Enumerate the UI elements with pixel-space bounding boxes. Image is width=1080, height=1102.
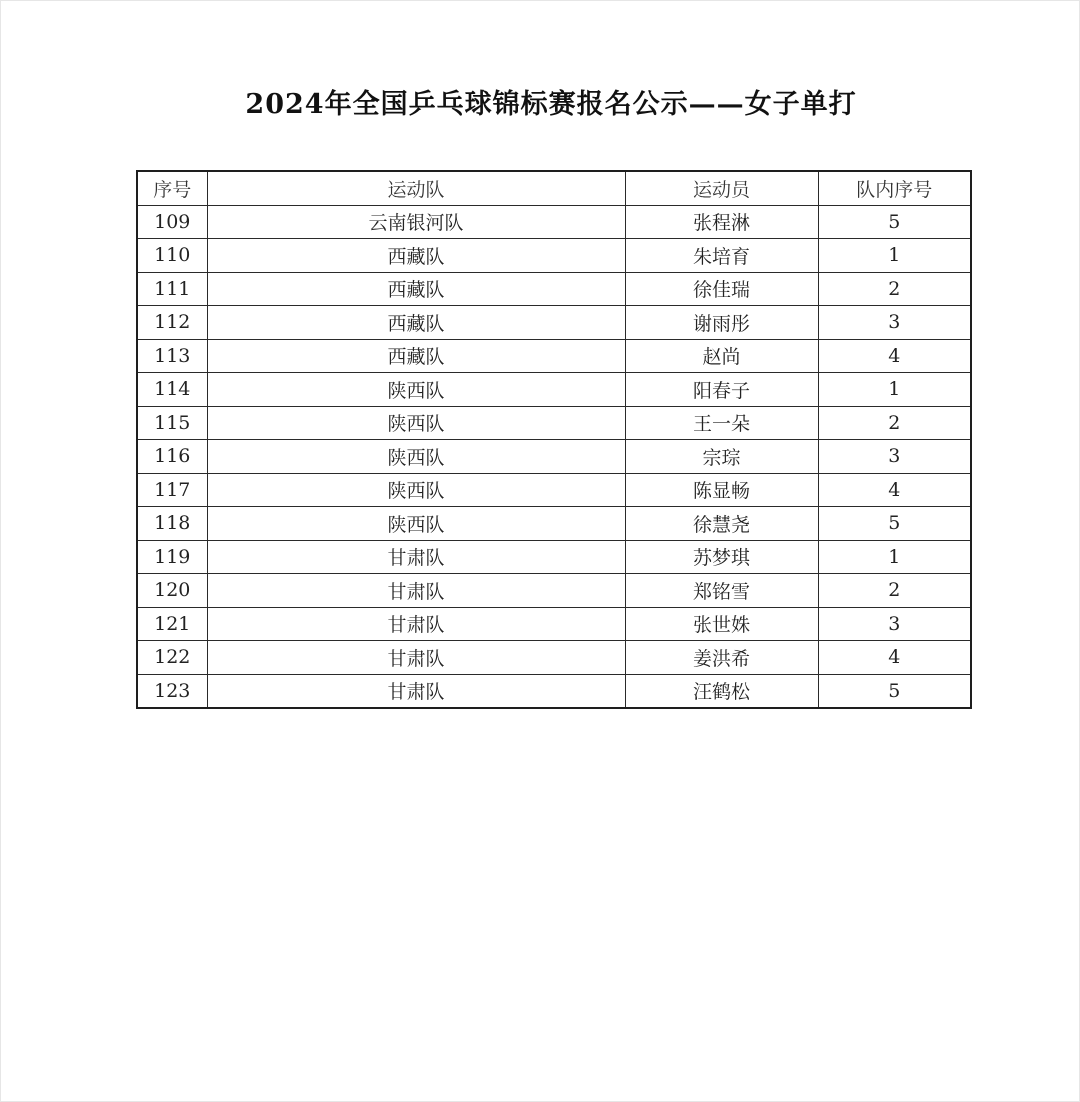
table-header-row [137,171,971,205]
cell-team: 陕西队 [207,473,625,507]
cell-team-order: 1 [818,373,971,407]
header-player: 运动员 [625,171,818,205]
cell-player: 汪鹤松 [625,674,818,708]
cell-serial-number: 117 [137,473,207,507]
cell-team: 陕西队 [207,406,625,440]
cell-team: 陕西队 [207,373,625,407]
cell-player: 张世姝 [625,607,818,641]
table-row [137,272,971,306]
table-row [137,306,971,340]
cell-player: 朱培育 [625,239,818,273]
cell-team: 甘肃队 [207,607,625,641]
cell-team-order: 2 [818,574,971,608]
cell-team-order: 3 [818,306,971,340]
cell-team: 云南银河队 [207,205,625,239]
document-title: 2024年全国乒乓球锦标赛报名公示——女子单打 [245,89,857,120]
cell-serial-number: 111 [137,272,207,306]
table-body [137,205,971,708]
table-row [137,440,971,474]
cell-team: 西藏队 [207,306,625,340]
cell-team: 甘肃队 [207,641,625,675]
table-row [137,205,971,239]
cell-player: 苏梦琪 [625,540,818,574]
header-team-order: 队内序号 [818,171,971,205]
cell-team-order: 4 [818,339,971,373]
table-row [137,641,971,675]
cell-serial-number: 121 [137,607,207,641]
cell-player: 谢雨彤 [625,306,818,340]
cell-serial-number: 120 [137,574,207,608]
cell-team-order: 5 [818,507,971,541]
cell-player: 郑铭雪 [625,574,818,608]
cell-team-order: 4 [818,473,971,507]
cell-team: 西藏队 [207,272,625,306]
cell-team: 甘肃队 [207,540,625,574]
cell-player: 姜洪希 [625,641,818,675]
table-row [137,239,971,273]
cell-team-order: 5 [818,205,971,239]
cell-serial-number: 122 [137,641,207,675]
table-row [137,373,971,407]
registration-table [136,170,972,709]
cell-team-order: 1 [818,540,971,574]
cell-team: 西藏队 [207,239,625,273]
cell-player: 徐慧尧 [625,507,818,541]
cell-serial-number: 110 [137,239,207,273]
header-team: 运动队 [207,171,625,205]
cell-serial-number: 115 [137,406,207,440]
cell-player: 阳春子 [625,373,818,407]
table-row [137,674,971,708]
cell-serial-number: 112 [137,306,207,340]
table-row [137,540,971,574]
table-row [137,507,971,541]
cell-serial-number: 113 [137,339,207,373]
cell-team-order: 2 [818,272,971,306]
cell-serial-number: 118 [137,507,207,541]
cell-team: 陕西队 [207,507,625,541]
cell-serial-number: 116 [137,440,207,474]
cell-player: 王一朵 [625,406,818,440]
cell-team: 甘肃队 [207,674,625,708]
cell-player: 宗琮 [625,440,818,474]
cell-team-order: 4 [818,641,971,675]
table-row [137,339,971,373]
cell-serial-number: 123 [137,674,207,708]
table-row [137,607,971,641]
cell-serial-number: 109 [137,205,207,239]
cell-team: 甘肃队 [207,574,625,608]
cell-player: 陈显畅 [625,473,818,507]
cell-team-order: 2 [818,406,971,440]
cell-player: 张程淋 [625,205,818,239]
cell-team-order: 1 [818,239,971,273]
table-row [137,406,971,440]
table-row [137,574,971,608]
cell-player: 赵尚 [625,339,818,373]
cell-team-order: 3 [818,607,971,641]
table-row [137,473,971,507]
cell-team: 陕西队 [207,440,625,474]
cell-player: 徐佳瑞 [625,272,818,306]
cell-team-order: 5 [818,674,971,708]
cell-serial-number: 114 [137,373,207,407]
header-serial-number: 序号 [137,171,207,205]
cell-team: 西藏队 [207,339,625,373]
cell-team-order: 3 [818,440,971,474]
cell-serial-number: 119 [137,540,207,574]
